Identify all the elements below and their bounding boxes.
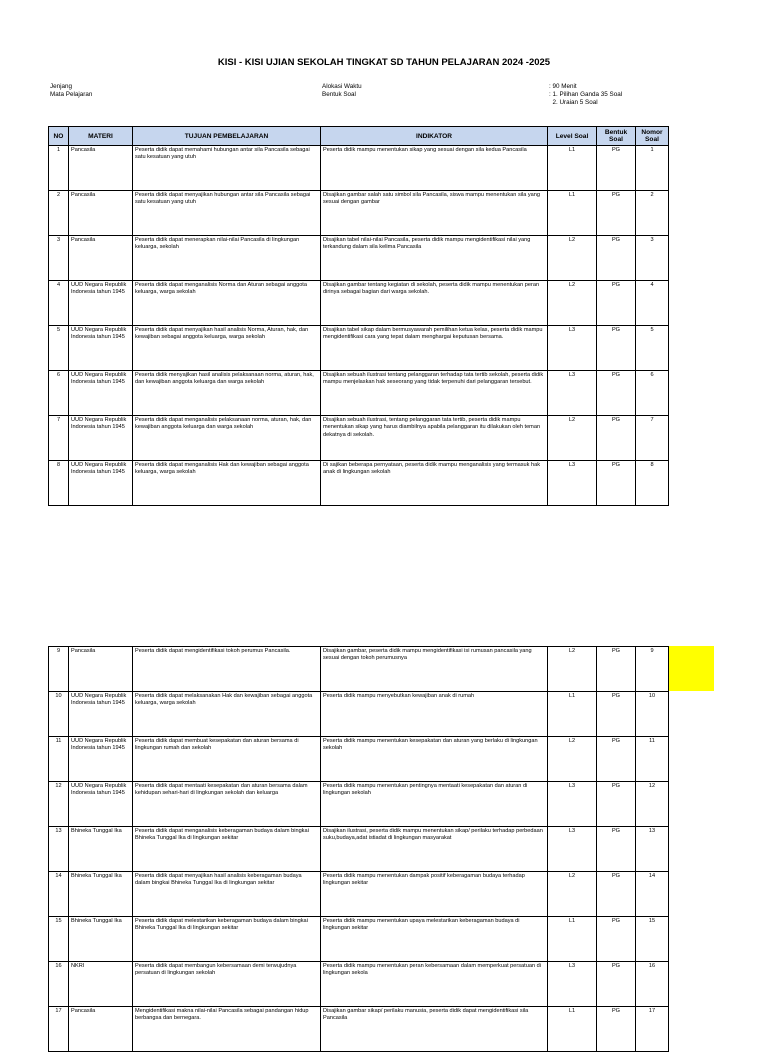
- cell-materi: Pancasila: [69, 236, 133, 281]
- cell-tujuan: Peserta didik dapat menyajikan hasil analisis Norma, Aturan, hak, dan kewajiban sebagai anggota keluarga, warga sekolah: [133, 326, 321, 371]
- cell-nomor: 3: [636, 236, 669, 281]
- cell-tujuan: Peserta didik dapat menerapkan nilai-nilai Pancasila di lingkungan keluarga, sekolah: [133, 236, 321, 281]
- cell-no: 11: [49, 737, 69, 782]
- cell-nomor: 13: [636, 827, 669, 872]
- header-tujuan: TUJUAN PEMBELAJARAN: [133, 127, 321, 146]
- cell-indikator: Peserta didik mampu menentukan kesepakatan dan aturan yang berlaku di lingkungan sekolah: [321, 737, 548, 782]
- cell-no: 6: [49, 371, 69, 416]
- cell-indikator: Peserta didik mampu menentukan sikap yang sesuai dengan sila kedua Pancasila: [321, 146, 548, 191]
- cell-materi: Pancasila: [69, 191, 133, 236]
- cell-no: 4: [49, 281, 69, 326]
- alokasi-value: : 90 Menit: [549, 83, 577, 90]
- cell-no: 9: [49, 647, 69, 692]
- cell-indikator: Peserta didik mampu menentukan upaya melestarikan keberagaman budaya di lingkungan sekitar: [321, 917, 548, 962]
- table-row: [49, 416, 669, 461]
- header-no: NO: [49, 127, 69, 146]
- cell-materi: Pancasila: [69, 1007, 133, 1052]
- cell-bentuk: PG: [597, 416, 636, 461]
- cell-tujuan: Peserta didik dapat melaksanakan Hak dan kewajiban sebagai anggota keluarga, warga sekolah: [133, 692, 321, 737]
- cell-materi: UUD Negara Republik Indonesia tahun 1945: [69, 326, 133, 371]
- cell-materi: Bhineka Tunggal Ika: [69, 827, 133, 872]
- cell-tujuan: Peserta didik dapat menganalisis Hak dan kewajiban sebagai anggota keluarga, warga sekolah: [133, 461, 321, 506]
- cell-indikator: Disajikan gambar sikap/ perilaku manusia, peserta didik dapat mengidentifikasi sila Pancasila: [321, 1007, 548, 1052]
- table-row: [49, 917, 669, 962]
- cell-indikator: Disajikan sebuah ilustrasi, tentang pelanggaran tata tertib, peserta didik mampu menentukan sikap yang harus diambilnya apabila pelanggaran itu dilakukan oleh teman dekatnya di sekolah.: [321, 416, 548, 461]
- cell-no: 8: [49, 461, 69, 506]
- table-row: [49, 1007, 669, 1052]
- cell-level: L1: [548, 146, 597, 191]
- yellow-highlight-cell: [669, 646, 714, 691]
- cell-level: L3: [548, 326, 597, 371]
- cell-level: L1: [548, 1007, 597, 1052]
- cell-indikator: Disajikan gambar tentang kegiatan di sekolah, peserta didik mampu menentukan peran dirinya sebagai bagian dari warga sekolah.: [321, 281, 548, 326]
- cell-tujuan: Peserta didik dapat mentaati kesepakatan dan aturan bersama dalam kehidupan sehari-hari di lingkungan sekolah dan keluarga: [133, 782, 321, 827]
- cell-nomor: 5: [636, 326, 669, 371]
- cell-no: 16: [49, 962, 69, 1007]
- cell-indikator: Disajikan tabel nilai-nilai Pancasila, peserta didik mampu mengidentifikasi nilai yang terkandung dalam sila kelima Pancasila: [321, 236, 548, 281]
- cell-materi: UUD Negara Republik Indonesia tahun 1945: [69, 692, 133, 737]
- cell-no: 2: [49, 191, 69, 236]
- table-row: [49, 461, 669, 506]
- cell-nomor: 14: [636, 872, 669, 917]
- table-row: [49, 236, 669, 281]
- bentuk-value-2: 2. Uraian 5 Soal: [549, 99, 598, 106]
- cell-bentuk: PG: [597, 827, 636, 872]
- info-labels-left: [50, 83, 92, 99]
- cell-level: L2: [548, 872, 597, 917]
- cell-no: 14: [49, 872, 69, 917]
- cell-nomor: 15: [636, 917, 669, 962]
- cell-materi: UUD Negara Republik Indonesia tahun 1945: [69, 737, 133, 782]
- table-row: [49, 647, 669, 692]
- cell-bentuk: PG: [597, 281, 636, 326]
- cell-tujuan: Peserta didik dapat menganalisis Norma dan Aturan sebagai anggota keluarga, warga sekolah: [133, 281, 321, 326]
- cell-tujuan: Peserta didik dapat memahami hubungan antar sila Pancasila sebagai satu kesatuan yang utuh: [133, 146, 321, 191]
- cell-indikator: Peserta didik mampu menentukan peran kebersamaan dalam memperkuat persatuan di lingkungan sekola: [321, 962, 548, 1007]
- cell-indikator: Peserta didik mampu menentukan dampak positif keberagaman budaya terhadap lingkungan sekitar: [321, 872, 548, 917]
- header-nomor: Nomor Soal: [636, 127, 669, 146]
- cell-indikator: Peserta didik mampu menyebutkan kewajiban anak di rumah: [321, 692, 548, 737]
- cell-bentuk: PG: [597, 917, 636, 962]
- cell-tujuan: Peserta didik dapat membuat kesepakatan dan aturan bersama di lingkungan rumah dan sekolah: [133, 737, 321, 782]
- cell-no: 12: [49, 782, 69, 827]
- header-materi: MATERI: [69, 127, 133, 146]
- cell-no: 5: [49, 326, 69, 371]
- cell-bentuk: PG: [597, 692, 636, 737]
- cell-tujuan: Peserta didik dapat menyajikan hasil analisis keberagaman budaya dalam bingkai Bhineka Tunggal Ika di lingkungan sekitar: [133, 872, 321, 917]
- cell-nomor: 2: [636, 191, 669, 236]
- cell-tujuan: Peserta didik dapat menyajikan hubungan antar sila Pancasila sebagai satu kesatuan yang utuh: [133, 191, 321, 236]
- cell-materi: Bhineka Tunggal Ika: [69, 872, 133, 917]
- cell-tujuan: Peserta didik dapat membangun kebersamaan demi terwujudnya persatuan di lingkungan sekolah: [133, 962, 321, 1007]
- cell-level: L3: [548, 371, 597, 416]
- cell-level: L2: [548, 416, 597, 461]
- cell-bentuk: PG: [597, 326, 636, 371]
- table-row: [49, 692, 669, 737]
- cell-no: 17: [49, 1007, 69, 1052]
- cell-materi: UUD Negara Republik Indonesia tahun 1945: [69, 461, 133, 506]
- cell-nomor: 11: [636, 737, 669, 782]
- cell-tujuan: Peserta didik dapat menganalisis pelaksanaan norma, aturan, hak, dan kewajiban anggota keluarga dan warga sekolah: [133, 416, 321, 461]
- jenjang-label: Jenjang: [50, 83, 73, 90]
- cell-bentuk: PG: [597, 236, 636, 281]
- cell-indikator: Di sajikan beberapa pernyataan, peserta didik mampu menganalisis yang termasuk hak anak di lingkungan sekolah: [321, 461, 548, 506]
- cell-materi: UUD Negara Republik Indonesia tahun 1945: [69, 416, 133, 461]
- info-labels-middle: [322, 83, 362, 99]
- table-row: [49, 737, 669, 782]
- cell-tujuan: Peserta didik menyajikan hasil analisis pelaksanaan norma, aturan, hak, dan kewajiban anggota keluarga dan warga sekolah: [133, 371, 321, 416]
- cell-level: L1: [548, 191, 597, 236]
- cell-nomor: 7: [636, 416, 669, 461]
- cell-nomor: 6: [636, 371, 669, 416]
- table-row: [49, 191, 669, 236]
- alokasi-label: Alokasi Waktu: [322, 83, 362, 90]
- cell-bentuk: PG: [597, 461, 636, 506]
- cell-indikator: Disajikan ilustrasi, peserta didik mampu menentukan sikap/ perilaku terhadap perbedaan suku,budaya,adat istiadat di lingkungan masyarakat: [321, 827, 548, 872]
- info-values-right: [549, 83, 622, 107]
- cell-no: 13: [49, 827, 69, 872]
- cell-materi: UUD Negara Republik Indonesia tahun 1945: [69, 371, 133, 416]
- table-row: [49, 962, 669, 1007]
- cell-materi: NKRI: [69, 962, 133, 1007]
- cell-indikator: Disajikan gambar salah satu simbol sila Pancasila, siswa mampu menentukan sila yang sesuai dengan gambar: [321, 191, 548, 236]
- cell-materi: Bhineka Tunggal Ika: [69, 917, 133, 962]
- cell-level: L3: [548, 827, 597, 872]
- cell-bentuk: PG: [597, 737, 636, 782]
- table-body-page-2: [49, 647, 669, 1052]
- header-bentuk: Bentuk Soal: [597, 127, 636, 146]
- cell-indikator: Peserta didik mampu menentukan pentingnya mentaati kesepakatan dan aturan di lingkungan sekolah: [321, 782, 548, 827]
- table-header-row: [49, 127, 669, 146]
- cell-no: 1: [49, 146, 69, 191]
- cell-no: 3: [49, 236, 69, 281]
- cell-level: L1: [548, 917, 597, 962]
- cell-indikator: Disajikan gambar, peserta didik mampu mengidentifikasi isi rumusan pancasila yang sesuai dengan tokoh perumusnya: [321, 647, 548, 692]
- cell-tujuan: Peserta didik dapat melestarikan keberagaman budaya dalam bingkai Bhineka Tunggal Ika di lingkungan sekitar: [133, 917, 321, 962]
- cell-no: 7: [49, 416, 69, 461]
- cell-nomor: 1: [636, 146, 669, 191]
- cell-materi: UUD Negara Republik Indonesia tahun 1945: [69, 782, 133, 827]
- cell-nomor: 8: [636, 461, 669, 506]
- cell-level: L2: [548, 647, 597, 692]
- cell-bentuk: PG: [597, 146, 636, 191]
- cell-nomor: 17: [636, 1007, 669, 1052]
- cell-bentuk: PG: [597, 647, 636, 692]
- cell-indikator: Disajikan sebuah ilustrasi tentang pelanggaran terhadap tata tertib sekolah, peserta didik mampu menjelaskan hak seseorang yang tidak terpenuhi dari pelanggaran tersebut.: [321, 371, 548, 416]
- table-row: [49, 326, 669, 371]
- kisi-table-page-2: [48, 646, 669, 1052]
- cell-tujuan: Peserta didik dapat menganalisis keberagaman budaya dalam bingkai Bhineka Tunggal Ika di lingkungan sekitar: [133, 827, 321, 872]
- cell-no: 15: [49, 917, 69, 962]
- cell-nomor: 9: [636, 647, 669, 692]
- cell-level: L2: [548, 236, 597, 281]
- cell-bentuk: PG: [597, 962, 636, 1007]
- kisi-table-page-1: [48, 126, 669, 506]
- bentuk-label: Bentuk Soal: [322, 91, 356, 98]
- cell-materi: Pancasila: [69, 146, 133, 191]
- bentuk-value-1: : 1. Pilihan Ganda 35 Soal: [549, 91, 623, 98]
- cell-tujuan: Peserta didik dapat mengidentifikasi tokoh perumus Pancasila.: [133, 647, 321, 692]
- cell-level: L3: [548, 461, 597, 506]
- cell-bentuk: PG: [597, 782, 636, 827]
- cell-bentuk: PG: [597, 191, 636, 236]
- cell-indikator: Disajikan tabel sikap dalam bermusyawarah pemilihan ketua kelas, peserta didik mampu mengidentifikasi cara yang tepat dalam menghargai keputusan bersama.: [321, 326, 548, 371]
- cell-level: L3: [548, 962, 597, 1007]
- cell-nomor: 4: [636, 281, 669, 326]
- cell-nomor: 12: [636, 782, 669, 827]
- header-indikator: INDIKATOR: [321, 127, 548, 146]
- cell-nomor: 16: [636, 962, 669, 1007]
- table-row: [49, 281, 669, 326]
- table-row: [49, 872, 669, 917]
- cell-level: L2: [548, 737, 597, 782]
- cell-no: 10: [49, 692, 69, 737]
- cell-materi: UUD Negara Republik Indonesia tahun 1945: [69, 281, 133, 326]
- page-title: KISI - KISI UJIAN SEKOLAH TINGKAT SD TAHUN PELAJARAN 2024 -2025: [217, 57, 551, 68]
- table-row: [49, 146, 669, 191]
- table-body-page-1: [49, 146, 669, 506]
- cell-bentuk: PG: [597, 371, 636, 416]
- table-row: [49, 371, 669, 416]
- table-row: [49, 782, 669, 827]
- cell-level: L2: [548, 281, 597, 326]
- cell-materi: Pancasila: [69, 647, 133, 692]
- table-row: [49, 827, 669, 872]
- cell-tujuan: Mengidentifikasi makna nilai-nilai Pancasila sebagai pandangan hidup berbangsa dan bernegara.: [133, 1007, 321, 1052]
- mapel-label: Mata Pelajaran: [50, 91, 93, 98]
- header-level: Level Soal: [548, 127, 597, 146]
- cell-level: L1: [548, 692, 597, 737]
- cell-bentuk: PG: [597, 1007, 636, 1052]
- cell-level: L3: [548, 782, 597, 827]
- cell-bentuk: PG: [597, 872, 636, 917]
- cell-nomor: 10: [636, 692, 669, 737]
